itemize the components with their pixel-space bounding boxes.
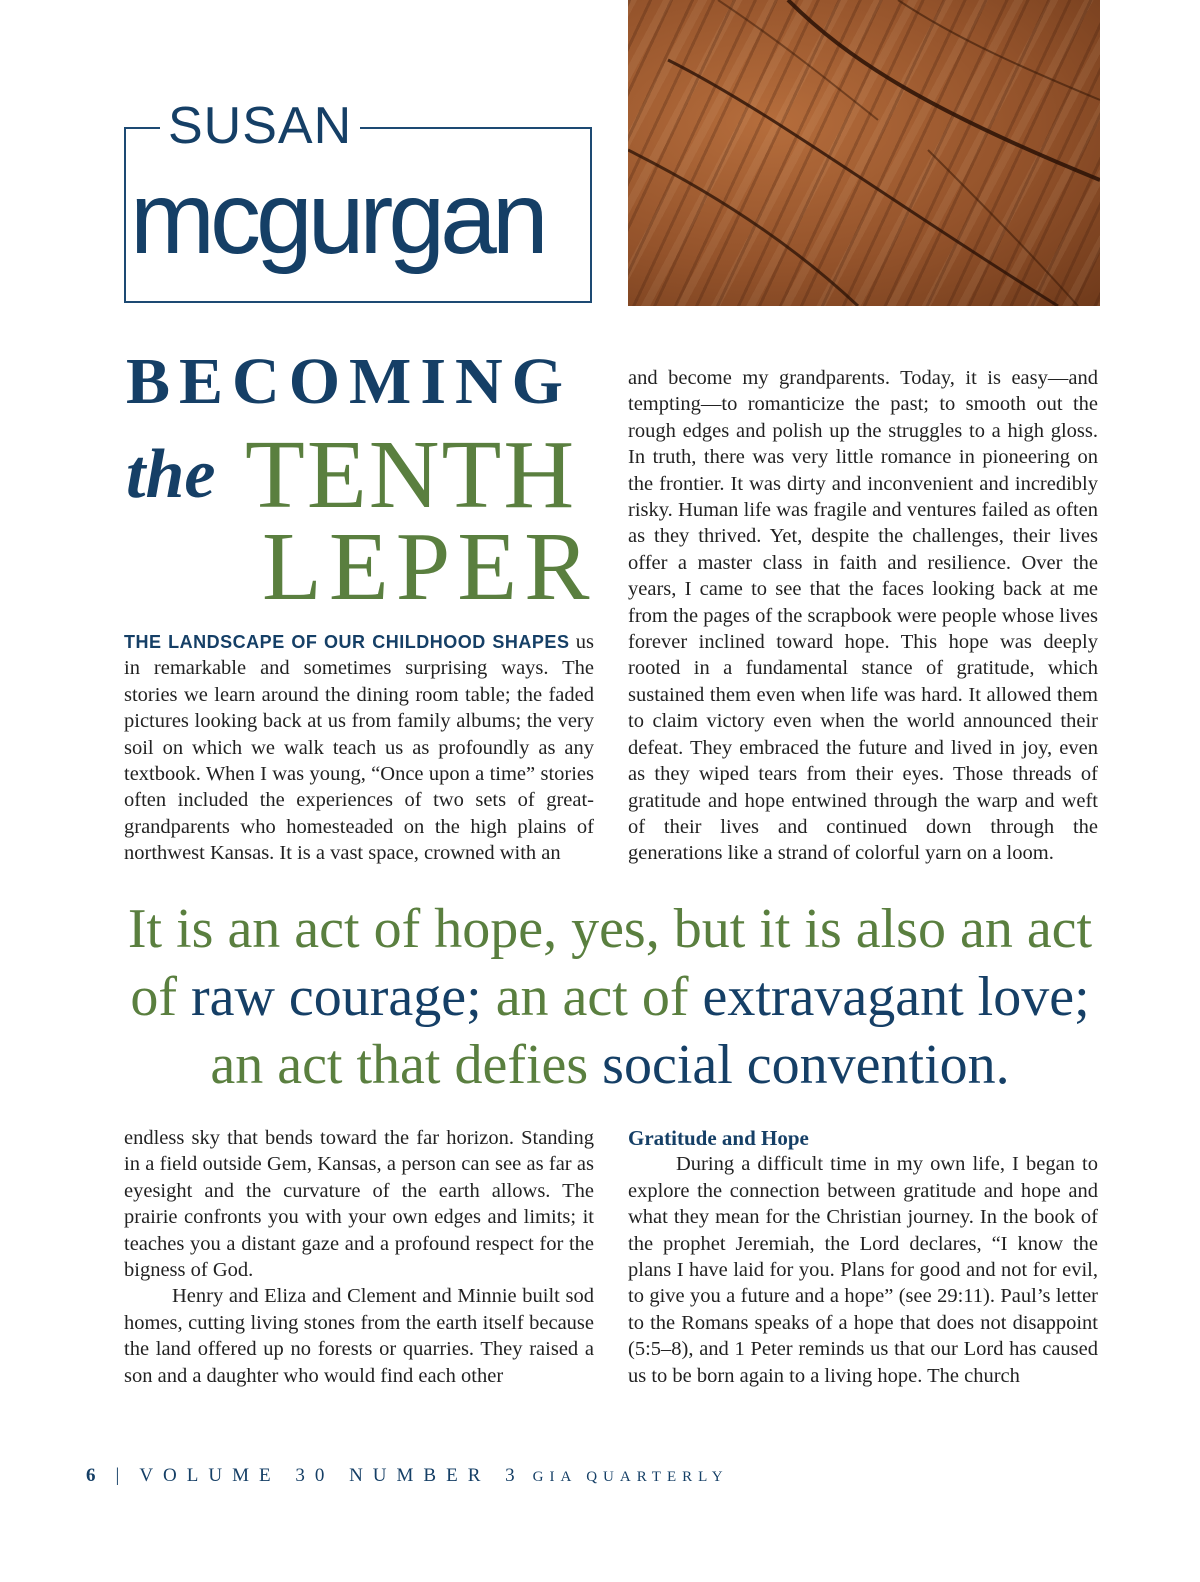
col3-paragraph-2: Henry and Eliza and Clement and Minnie built sod homes, cutting living stones from the earth itself because the land offered up no forests or quarries. They raised a son and a daughter who would find each other: [124, 1285, 594, 1387]
title-tenth: TENTH: [245, 421, 577, 529]
pullquote-highlight-2: extravagant love;: [702, 966, 1090, 1028]
lead-in-caps: THE LANDSCAPE OF OUR CHILDHOOD SHAPES: [124, 632, 570, 652]
page-footer: [86, 1462, 729, 1491]
wood-grain-cracks: [628, 0, 1100, 306]
footer-separator: |: [115, 1465, 120, 1486]
col1-text: us in remarkable and sometimes surprising ways. The stories we learn around the dining room table; the faded pictures looking back at us from family albums; the very soil on which we walk teach us as profoundly as any textbook. When I was young, “Once upon a time” stories often included the experiences of two sets of great-grandparents who homesteaded on the high plains of northwest Kansas. It is a vast space, crowned with an: [124, 631, 594, 865]
pullquote-highlight-1: raw courage;: [190, 966, 482, 1028]
author-last-name: mcgurgan: [130, 161, 544, 275]
col2-text: and become my grandparents. Today, it is easy—and tempting—to romanticize the past; to smooth out the rough edges and polish up the struggles to a high gloss. In truth, there was very little romance in pioneering on the frontier. It was dirty and inconvenient and incredibly risky. Human life was fragile and ventures failed as often as they thrived. Yet, despite the challenges, their lives offer a master class in faith and resilience. Over the years, I came to see that the faces looking back at me from the pages of the scrapbook were people whose lives forever inclined toward hope. This hope was deeply rooted in a fundamental stance of gratitude, which sustained them even when life was hard. It allowed them to claim victory even when the world announced their defeat. They embraced the future and lived in joy, even as they wiped tears from their eyes. Those threads of gratitude and hope entwined through the warp and weft of their lives and continued down through the generations like a strand of colorful yarn on a loom.: [628, 367, 1098, 865]
col4-paragraph: During a difficult time in my own life, I began to explore the connection between gratitude and hope and what they mean for the Christian journey. In the book of the prophet Jeremiah, the Lord declares, “I know the plans I have laid for you. Plans for good and not for evil, to give you a future and a hope” (see 29:11). Paul’s letter to the Romans speaks of a hope that does not disappoint (5:5–8), and 1 Peter reminds us that our Lord has caused us to be born again to a living hope. The church: [628, 1153, 1098, 1387]
title-leper: LEPER: [262, 513, 597, 621]
wood-texture-image: [628, 0, 1100, 306]
body-column-2: [628, 365, 1098, 867]
col3-paragraph-1: endless sky that bends toward the far horizon. Standing in a field outside Gem, Kansas, a person can see as far as eyesight and the curvature of the earth allows. The prairie confronts you with your own edges and limits; it teaches you a distant gaze and a profound respect for the bigness of God.: [124, 1127, 594, 1282]
author-first-name: SUSAN: [160, 96, 360, 156]
pullquote-part-1: It is an act of hope, yes, but it is also an act of: [127, 898, 1093, 1028]
title-the: the: [126, 436, 216, 513]
section-heading: Gratitude and Hope: [628, 1126, 809, 1150]
volume-info: VOLUME 30 NUMBER 3: [139, 1465, 525, 1486]
body-column-4: [628, 1125, 1098, 1389]
pullquote-highlight-3: social convention.: [602, 1034, 1010, 1096]
body-column-1: [124, 629, 594, 867]
pull-quote: [100, 895, 1120, 1099]
pullquote-part-2: an act of: [481, 966, 703, 1028]
title-becoming: BECOMING: [126, 345, 573, 418]
page-number: 6: [86, 1465, 96, 1486]
pullquote-part-3: an act that defies: [210, 1034, 603, 1096]
body-column-3: [124, 1125, 594, 1389]
publication-name: GIA QUARTERLY: [532, 1469, 729, 1485]
